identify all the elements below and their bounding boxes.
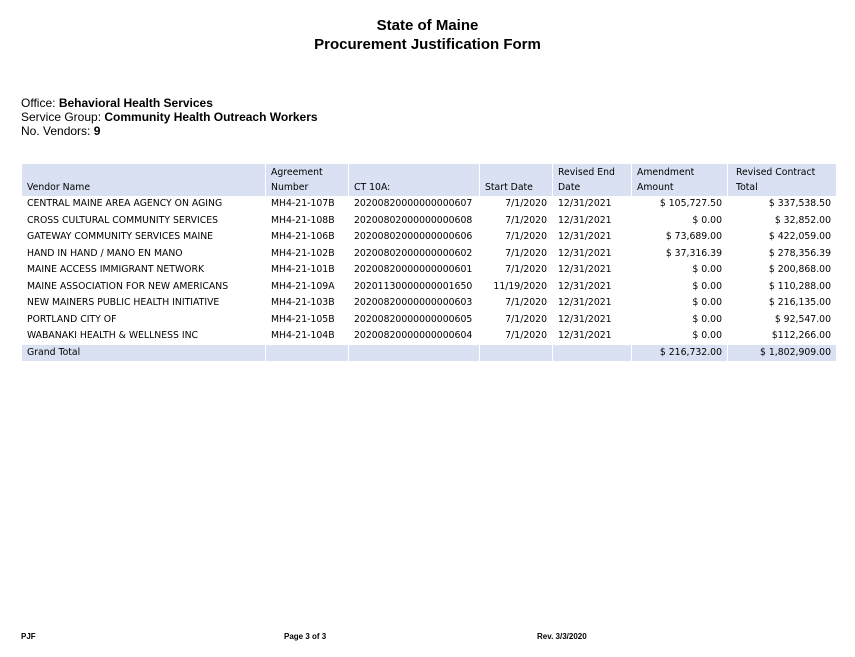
cell-amend: $ 73,689.00: [665, 231, 722, 242]
col-header-total: Revised Contract Total: [728, 164, 836, 196]
grand-total-total: $ 1,802,909.00: [728, 345, 836, 362]
cell-total: $ 422,059.00: [768, 231, 831, 242]
grand-total-amend: $ 216,732.00: [632, 345, 727, 362]
col-header-vendor: Vendor Name: [22, 164, 265, 196]
cell-ct: 20200802000000000608: [354, 214, 473, 226]
cell-start: 7/1/2020: [505, 330, 547, 341]
cell-ct: 20200802000000000602: [354, 247, 473, 259]
cell-vendor: CROSS CULTURAL COMMUNITY SERVICES: [27, 214, 219, 226]
table-row: [22, 312, 836, 329]
footer-revision: Rev. 3/3/2020: [537, 632, 587, 641]
col-header-amend: Amendment Amount: [632, 164, 727, 196]
grand-total-empty: [553, 345, 631, 362]
vendors-label: No. Vendors:: [21, 124, 91, 138]
cell-vendor: MAINE ASSOCIATION FOR NEW AMERICANS: [27, 280, 229, 292]
col-header-agreement: Agreement Number: [266, 164, 348, 196]
cell-start: 7/1/2020: [505, 231, 547, 242]
table-row: [22, 213, 836, 230]
col-header-end: Revised End Date: [553, 164, 631, 196]
service-group-label: Service Group:: [21, 110, 102, 124]
cell-total: $ 110,288.00: [768, 280, 831, 292]
cell-ct: 20200820000000000604: [354, 330, 473, 341]
table-header-row: [22, 164, 836, 196]
cell-agreement: MH4-21-104B: [271, 330, 335, 341]
grand-total-empty: [480, 345, 552, 362]
office-value: Behavioral Health Services: [58, 96, 213, 110]
cell-end: 12/31/2021: [558, 198, 612, 209]
cell-start: 7/1/2020: [505, 247, 547, 259]
col-header-ct: CT 10A:: [349, 164, 479, 196]
cell-vendor: MAINE ACCESS IMMIGRANT NETWORK: [27, 264, 205, 275]
vendors-count-line: [21, 124, 318, 138]
cell-total: $ 278,356.39: [768, 247, 831, 259]
cell-vendor: WABANAKI HEALTH & WELLNESS INC: [27, 330, 199, 341]
service-group-line: [21, 110, 318, 124]
cell-ct: 20200820000000000605: [354, 313, 473, 325]
cell-start: 7/1/2020: [505, 198, 547, 209]
table-row: [22, 262, 836, 279]
cell-amend: $ 0.00: [692, 264, 722, 275]
cell-end: 12/31/2021: [558, 247, 612, 259]
cell-end: 12/31/2021: [558, 280, 612, 292]
cell-total: $112,266.00: [771, 330, 831, 341]
cell-agreement: MH4-21-101B: [271, 264, 335, 275]
grand-total-row: [22, 345, 836, 362]
cell-amend: $ 0.00: [692, 330, 722, 341]
cell-ct: 20201130000000001650: [354, 280, 473, 292]
table-row: [22, 328, 836, 345]
cell-amend: $ 0.00: [692, 313, 722, 325]
cell-amend: $ 0.00: [692, 280, 722, 292]
cell-ct: 20200820000000000601: [354, 264, 473, 275]
vendor-table: [21, 164, 837, 361]
office-line: [21, 96, 318, 110]
cell-end: 12/31/2021: [558, 330, 612, 341]
cell-agreement: MH4-21-108B: [271, 214, 335, 226]
cell-end: 12/31/2021: [558, 313, 612, 325]
table-row: [22, 229, 836, 246]
cell-agreement: MH4-21-109A: [271, 280, 335, 292]
office-label: Office:: [21, 96, 56, 110]
table-row: [22, 196, 836, 213]
cell-start: 7/1/2020: [505, 313, 547, 325]
cell-total: $ 32,852.00: [774, 214, 831, 226]
cell-ct: 20200820000000000607: [354, 198, 473, 209]
cell-vendor: PORTLAND CITY OF: [27, 313, 117, 325]
cell-agreement: MH4-21-105B: [271, 313, 335, 325]
cell-vendor: HAND IN HAND / MANO EN MANO: [27, 247, 183, 259]
cell-end: 12/31/2021: [558, 297, 612, 308]
table-row: [22, 246, 836, 263]
grand-total-empty: [266, 345, 348, 362]
cell-end: 12/31/2021: [558, 214, 612, 226]
service-group-value: Community Health Outreach Workers: [104, 110, 318, 124]
table-row: [22, 295, 836, 312]
cell-vendor: NEW MAINERS PUBLIC HEALTH INITIATIVE: [27, 297, 220, 308]
cell-amend: $ 105,727.50: [659, 198, 722, 209]
title-line-2: Procurement Justification Form: [314, 36, 541, 53]
cell-total: $ 216,135.00: [768, 297, 831, 308]
cell-vendor: CENTRAL MAINE AREA AGENCY ON AGING: [27, 198, 223, 209]
cell-total: $ 92,547.00: [774, 313, 831, 325]
cell-start: 7/1/2020: [505, 214, 547, 226]
cell-vendor: GATEWAY COMMUNITY SERVICES MAINE: [27, 231, 214, 242]
cell-total: $ 200,868.00: [768, 264, 831, 275]
col-header-start: Start Date: [480, 164, 552, 196]
cell-ct: 20200802000000000606: [354, 231, 473, 242]
cell-agreement: MH4-21-103B: [271, 297, 335, 308]
cell-agreement: MH4-21-107B: [271, 198, 335, 209]
cell-start: 11/19/2020: [493, 280, 547, 292]
cell-agreement: MH4-21-102B: [271, 247, 335, 259]
cell-amend: $ 37,316.39: [665, 247, 722, 259]
cell-total: $ 337,538.50: [768, 198, 831, 209]
vendors-value: 9: [93, 124, 101, 138]
footer-left: PJF: [21, 632, 36, 641]
form-title: [0, 16, 855, 54]
grand-total-label: Grand Total: [22, 345, 265, 362]
grand-total-empty: [349, 345, 479, 362]
cell-end: 12/31/2021: [558, 264, 612, 275]
table-row: [22, 279, 836, 296]
title-line-1: State of Maine: [376, 17, 479, 34]
cell-amend: $ 0.00: [692, 214, 722, 226]
cell-amend: $ 0.00: [692, 297, 722, 308]
cell-ct: 20200820000000000603: [354, 297, 473, 308]
cell-end: 12/31/2021: [558, 231, 612, 242]
cell-start: 7/1/2020: [505, 297, 547, 308]
cell-agreement: MH4-21-106B: [271, 231, 335, 242]
form-meta: [21, 96, 318, 138]
cell-start: 7/1/2020: [505, 264, 547, 275]
footer-page-number: Page 3 of 3: [284, 632, 327, 641]
